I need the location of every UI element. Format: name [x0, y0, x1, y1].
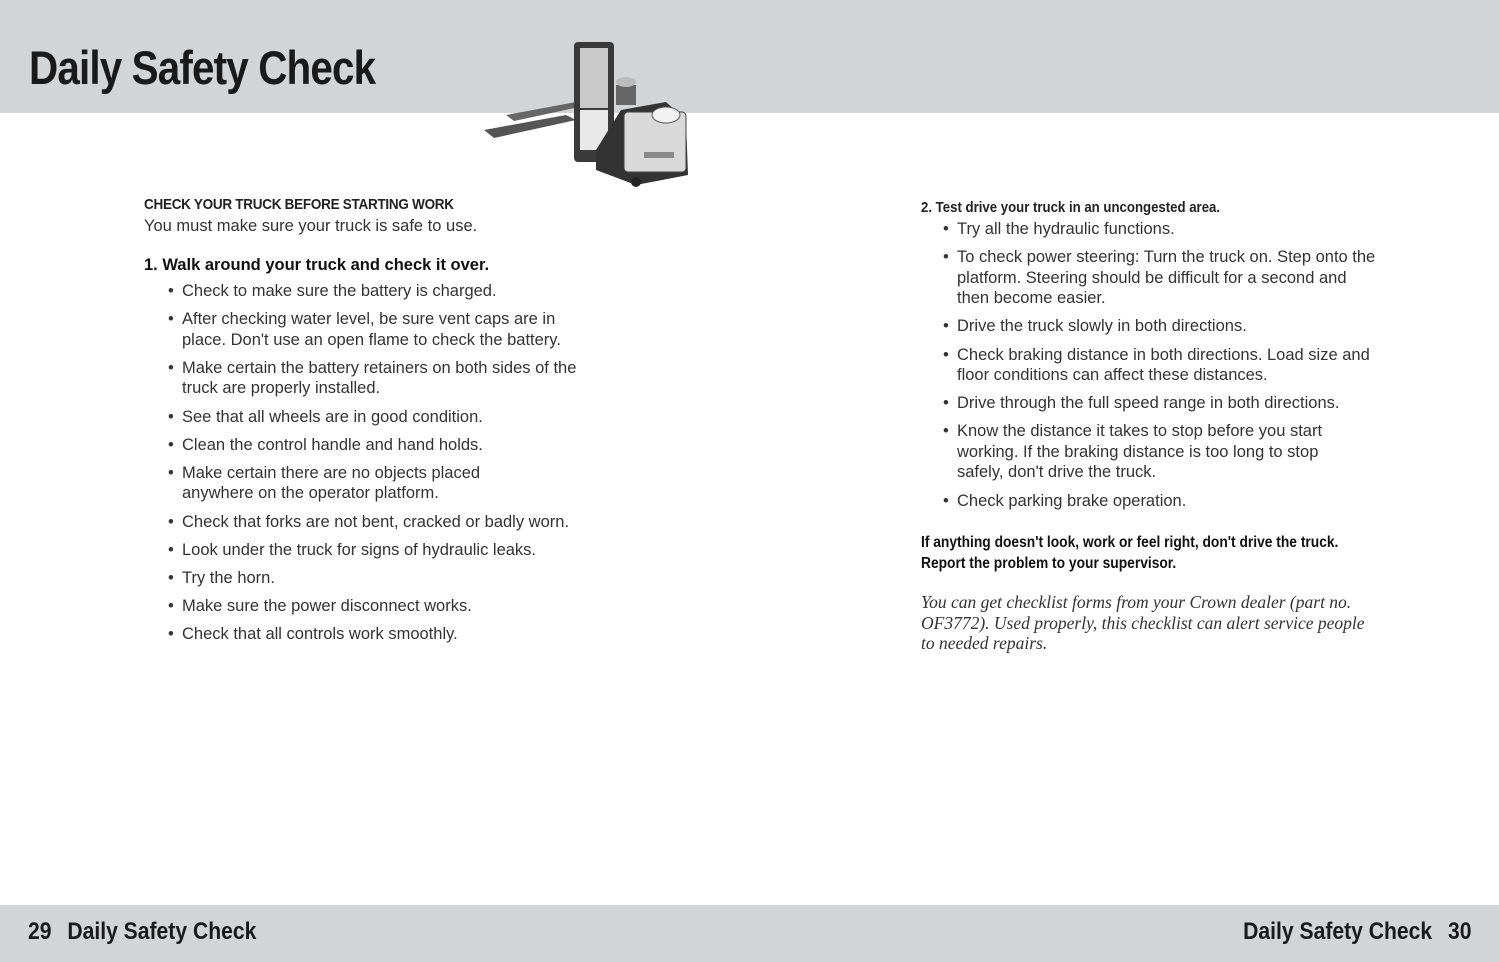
step1-list: [144, 281, 614, 645]
list-item: • To check power steering: Turn the truck on. Step onto the platform. Steering should be difficult for a second and then become easier.: [943, 248, 1376, 308]
list-item: • Clean the control handle and hand holds.: [168, 435, 483, 454]
bullet-icon: •: [943, 220, 949, 238]
list-item: • Try the horn.: [168, 569, 275, 587]
footer-left: [28, 918, 256, 946]
page-number-right: 30: [1447, 918, 1471, 945]
bullet-icon: •: [168, 569, 174, 587]
list-item: • Check to make sure the battery is charged.: [168, 282, 497, 300]
intro-text: You must make sure your truck is safe to use.: [144, 217, 478, 235]
bullet-icon: •: [943, 394, 949, 413]
list-item: • Check that forks are not bent, cracked or badly worn.: [168, 512, 570, 531]
page-title: Daily Safety Check: [29, 41, 376, 94]
list-item: • After checking water level, be sure vent caps are in place. Don't use an open flame to check the battery.: [168, 310, 561, 349]
bullet-icon: •: [168, 407, 174, 426]
list-item: • Make sure the power disconnect works.: [168, 597, 472, 616]
list-item: • Check that all controls work smoothly.: [168, 625, 458, 644]
step2-list: [921, 219, 1401, 511]
bullet-icon: •: [168, 310, 174, 329]
warning-text: If anything doesn't look, work or feel right, don't drive the truck. Report the problem to your supervisor.: [921, 534, 1339, 572]
bullet-icon: •: [168, 435, 174, 454]
footer-title-right: Daily Safety Check: [1242, 918, 1432, 945]
list-item: • Make certain there are no objects placed anywhere on the operator platform.: [168, 463, 481, 503]
list-item: • Try all the hydraulic functions.: [943, 220, 1175, 238]
left-page-content: [144, 196, 614, 653]
bullet-icon: •: [943, 422, 949, 441]
bullet-icon: •: [168, 282, 174, 300]
bullet-icon: •: [943, 491, 949, 510]
bullet-icon: •: [168, 512, 174, 531]
right-page-content: [921, 199, 1401, 654]
step1-title: 1. Walk around your truck and check it over.: [144, 256, 490, 274]
footer-right: [1243, 918, 1471, 946]
footer-title-left: Daily Safety Check: [67, 918, 257, 945]
step2-title: 2. Test drive your truck in an uncongested area.: [921, 199, 1221, 216]
list-item: • Drive the truck slowly in both directions.: [943, 317, 1247, 336]
list-item: • Know the distance it takes to stop before you start working. If the braking distance is too long to stop safely, don't drive the truck.: [943, 422, 1323, 482]
section-heading: CHECK YOUR TRUCK BEFORE STARTING WORK: [144, 196, 454, 213]
bullet-icon: •: [943, 345, 949, 364]
bullet-icon: •: [168, 358, 174, 377]
bullet-icon: •: [168, 597, 174, 616]
page-number-left: 29: [28, 918, 52, 945]
list-item: • Drive through the full speed range in both directions.: [943, 394, 1340, 413]
bullet-icon: •: [168, 625, 174, 644]
list-item: • Look under the truck for signs of hydraulic leaks.: [168, 540, 537, 559]
list-item: • Make certain the battery retainers on both sides of the truck are properly installed.: [168, 358, 577, 398]
checklist-note: You can get checklist forms from your Crown dealer (part no. OF3772). Used properly, this checklist can alert service people to needed repairs.: [921, 592, 1365, 654]
list-item: • See that all wheels are in good condition.: [168, 407, 483, 426]
bullet-icon: •: [943, 317, 949, 336]
bullet-icon: •: [943, 248, 949, 267]
list-item: • Check braking distance in both directions. Load size and floor conditions can affect these distances.: [943, 345, 1370, 385]
pallet-truck-image: [476, 30, 706, 192]
list-item: • Check parking brake operation.: [943, 491, 1187, 510]
bullet-icon: •: [168, 463, 174, 482]
bullet-icon: •: [168, 540, 174, 559]
